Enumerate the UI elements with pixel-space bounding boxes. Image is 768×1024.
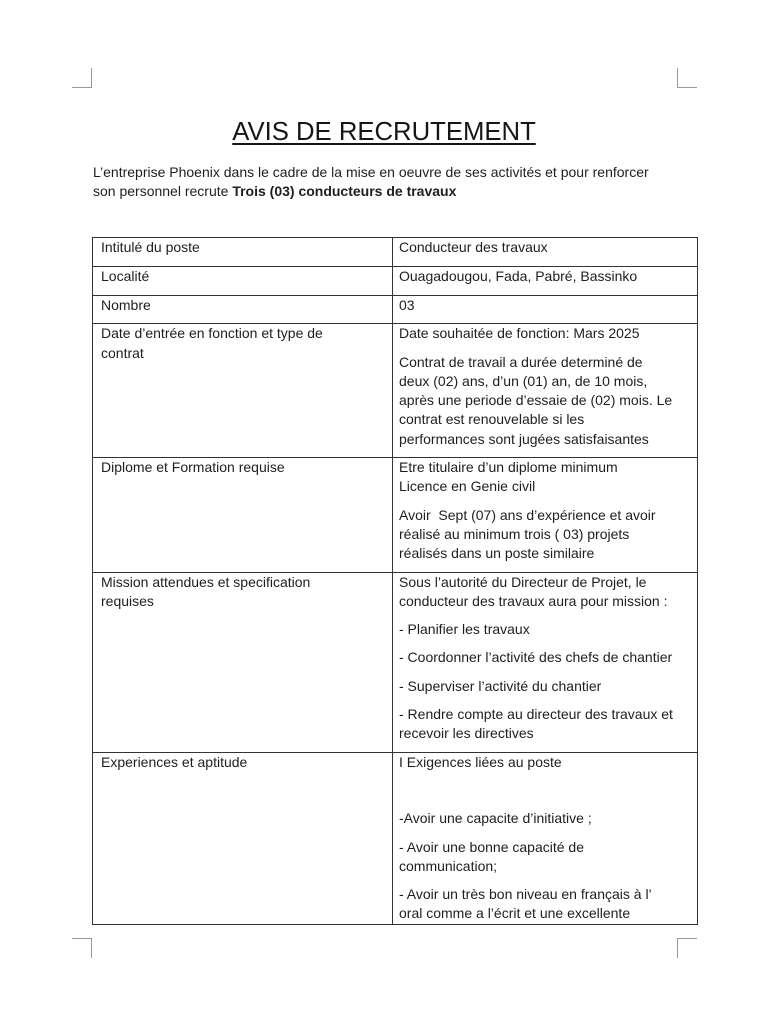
crop-mark-top-left: [72, 68, 92, 88]
field-value-cell: [393, 324, 698, 458]
intro-text: son personnel recrute: [93, 183, 233, 199]
value-paragraph: [399, 353, 691, 449]
blank-paragraph: [399, 781, 691, 800]
value-paragraph: [399, 238, 691, 257]
value-line: I Exigences liées au poste: [399, 753, 562, 770]
value-line: conducteur des travaux aura pour mission :: [399, 592, 668, 609]
requirement-item: [399, 809, 691, 828]
value-paragraph: [399, 267, 691, 286]
value-line: - Coordonner l’activité des chefs de chantier: [399, 649, 673, 666]
crop-mark-top-right: [677, 68, 697, 88]
value-line: réalisés dans un poste similaire: [399, 545, 595, 562]
field-value-cell: [393, 458, 698, 572]
mission-item: [399, 620, 691, 639]
value-paragraph: [399, 296, 691, 315]
table-row: [93, 267, 698, 296]
value-line: deux (02) ans, d’un (01) an, de 10 mois,: [399, 372, 648, 389]
label-line: Date d’entrée en fonction et type de: [101, 325, 323, 342]
label-line: Diplome et Formation requise: [101, 459, 285, 476]
table-row: [93, 238, 698, 267]
intro-paragraph: [93, 163, 693, 201]
mission-item: [399, 705, 691, 744]
crop-mark-bottom-left: [72, 938, 92, 958]
field-value-cell: [393, 296, 698, 324]
value-line: communication;: [399, 857, 498, 874]
field-value-cell: [393, 572, 698, 752]
intro-highlight: Trois (03) conducteurs de travaux: [232, 183, 457, 199]
value-line: recevoir les directives: [399, 725, 534, 742]
value-paragraph: [399, 506, 691, 564]
value-line: Date souhaitée de fonction: Mars 2025: [399, 325, 640, 342]
label-line: Nombre: [101, 297, 151, 313]
value-line: réalisé au minimum trois ( 03) projets: [399, 525, 630, 542]
value-line: Contrat de travail a durée determiné de: [399, 353, 643, 370]
value-paragraph: [399, 324, 691, 343]
value-line: Licence en Genie civil: [399, 478, 536, 495]
mission-item: [399, 648, 691, 667]
page-title: AVIS DE RECRUTEMENT: [232, 118, 536, 146]
job-details-table: [92, 237, 698, 925]
value-line: Avoir Sept (07) ans d’expérience et avoir: [399, 506, 656, 523]
field-value-cell: [393, 267, 698, 296]
field-label-cell: [93, 296, 393, 324]
field-label-cell: [93, 324, 393, 458]
field-value-cell: [393, 238, 698, 267]
label-line: Localité: [101, 268, 150, 284]
intro-line: L’entreprise Phoenix dans le cadre de la mise en oeuvre de ses activités et pour renforcer: [93, 164, 649, 180]
field-label-cell: [93, 267, 393, 296]
value-line: 03: [399, 297, 415, 313]
value-line: contrat est renouvelable si les: [399, 411, 585, 428]
table-row: [93, 296, 698, 324]
value-line: - Rendre compte au directeur des travaux et: [399, 706, 673, 723]
value-paragraph: [399, 753, 691, 772]
table-row: [93, 572, 698, 752]
requirement-item: [399, 885, 691, 924]
value-line: Ouagadougou, Fada, Pabré, Bassinko: [399, 268, 638, 284]
value-paragraph: [399, 573, 691, 612]
value-paragraph: [399, 458, 691, 497]
label-line: requises: [101, 592, 154, 609]
crop-mark-bottom-right: [677, 938, 697, 958]
field-label-cell: [93, 238, 393, 267]
table-row: [93, 752, 698, 924]
value-line: oral comme a l’écrit et une excellente: [399, 905, 631, 922]
value-line: -Avoir une capacite d’initiative ;: [399, 810, 592, 827]
value-line: - Superviser l’activité du chantier: [399, 677, 602, 694]
table-row: [93, 458, 698, 572]
field-value-cell: [393, 752, 698, 924]
value-line: performances sont jugées satisfaisantes: [399, 430, 649, 447]
requirement-item: [399, 838, 691, 877]
value-line: Etre titulaire d’un diplome minimum: [399, 459, 618, 476]
table-row: [93, 324, 698, 458]
value-line: Conducteur des travaux: [399, 239, 548, 255]
label-line: Experiences et aptitude: [101, 753, 248, 770]
mission-item: [399, 677, 691, 696]
value-line: - Planifier les travaux: [399, 621, 530, 638]
field-label-cell: [93, 752, 393, 924]
field-label-cell: [93, 458, 393, 572]
label-line: Intitulé du poste: [101, 239, 200, 255]
field-label-cell: [93, 572, 393, 752]
value-line: Sous l’autorité du Directeur de Projet, le: [399, 573, 647, 590]
label-line: contrat: [101, 344, 144, 361]
label-line: Mission attendues et specification: [101, 573, 311, 590]
value-line: - Avoir un très bon niveau en français à l’: [399, 886, 652, 903]
value-line: après une periode d’essaie de (02) mois. Le: [399, 392, 673, 409]
intro-line: [93, 182, 693, 201]
value-line: - Avoir une bonne capacité de: [399, 838, 584, 855]
